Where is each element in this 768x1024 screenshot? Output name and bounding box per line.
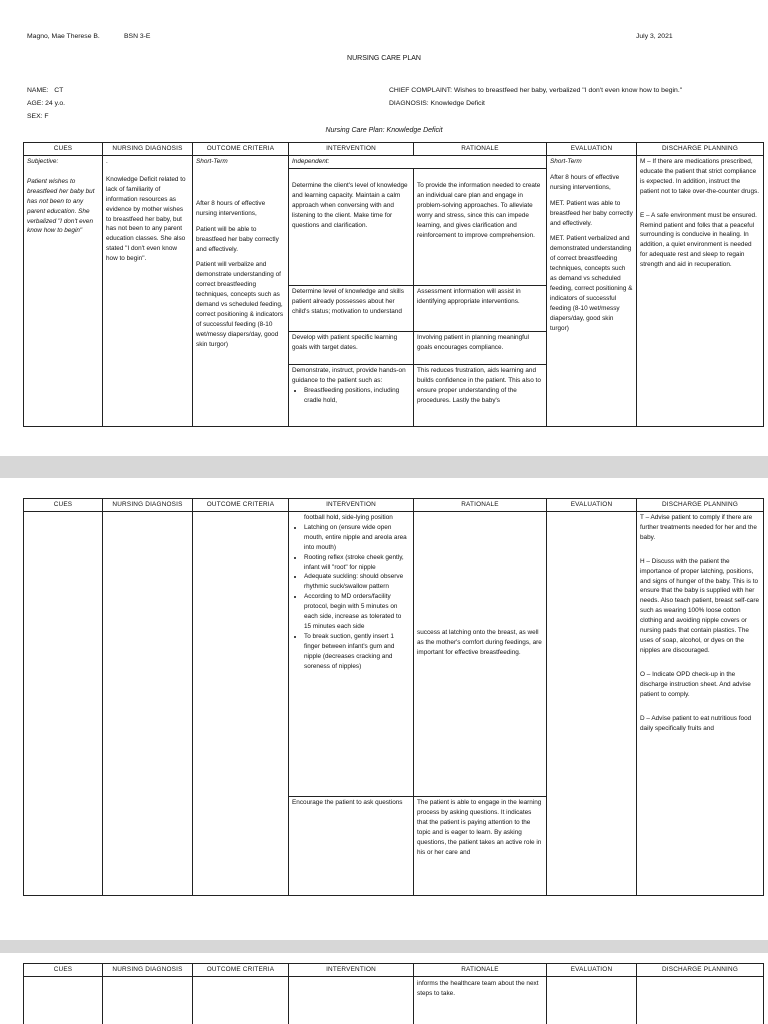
discharge-cell bbox=[637, 511, 764, 895]
plan-title: Nursing Care Plan: Knowledge Deficit bbox=[325, 127, 443, 134]
diagnosis-text: Knowledge Deficit related to lack of familiarity of information resources as evidence by mother wishes to breastfeed her baby, but has not been to any parent education classes. She also stated "I don't even know how to begin". bbox=[106, 175, 186, 263]
intervention-5: Encourage the patient to ask questions bbox=[289, 796, 414, 895]
rationale-3: Involving patient in planning meaningful goals encourages compliance. bbox=[414, 331, 547, 364]
evaluation-text-1: After 8 hours of effective nursing interventions, bbox=[550, 173, 620, 191]
col-rationale: RATIONALE bbox=[414, 143, 547, 156]
outcome-cell bbox=[193, 511, 289, 895]
intervention-bullet: • Adequate suckling: should observe rhythmic suck/swallow pattern bbox=[304, 572, 410, 592]
intervention-bullet: • To break suction, gently insert 1 finger between infant's gum and nipple (decreases cracking and soreness of nipples) bbox=[304, 632, 410, 672]
cues-text: Patient wishes to breastfeed her baby but has not been to any parent education. She verbalized "I don't even know how to begin" bbox=[27, 177, 95, 235]
discharge-d: D – Advise patient to eat nutritious food daily specifically fruits and bbox=[640, 714, 752, 732]
diagnosis-cell bbox=[103, 155, 193, 426]
cues-cell bbox=[24, 155, 103, 426]
rationale-5: The patient is able to engage in the learning process by asking questions. It indicates that the patient is paying attention to the topic and is eager to learn. By asking questions, the patient takes an active role in his or her care and bbox=[414, 796, 547, 895]
intervention-4-continued-text: football hold, side-lying position bbox=[304, 513, 393, 521]
document-title: NURSING CARE PLAN bbox=[347, 55, 421, 62]
col-cues: CUES bbox=[24, 964, 103, 977]
discharge-m: M – If there are medications prescribed, educate the patient that strict compliance is expected. In addition, instruct the patient not to take over-the-counter drugs. bbox=[640, 157, 760, 195]
patient-name: NAME: CT bbox=[27, 87, 64, 94]
care-plan-table-continued-2 bbox=[23, 963, 764, 1024]
col-rationale: RATIONALE bbox=[414, 499, 547, 512]
rationale-5-continued-text: informs the healthcare team about the next steps to take. bbox=[417, 979, 539, 997]
discharge-o: O – Indicate OPD check-up in the discharge instruction sheet. And advise patient to comply. bbox=[640, 670, 751, 698]
table-row bbox=[24, 511, 764, 796]
intervention-4-continued bbox=[289, 511, 414, 796]
col-outcome-criteria: OUTCOME CRITERIA bbox=[193, 143, 289, 156]
col-intervention: INTERVENTION bbox=[289, 143, 414, 156]
table-row bbox=[24, 976, 764, 1024]
intervention-2: Determine level of knowledge and skills patient already possesses about her child's status; motivation to understand bbox=[289, 286, 414, 332]
col-nursing-diagnosis: NURSING DIAGNOSIS bbox=[103, 964, 193, 977]
intervention-1: Determine the client's level of knowledge and learning capacity. Maintain a calm approach when conversing with and listening to the client. Make time for questions and clarification. bbox=[289, 168, 414, 285]
cues-cell bbox=[24, 976, 103, 1024]
document-page-2 bbox=[0, 478, 768, 940]
discharge-cell bbox=[637, 976, 764, 1024]
intervention-bullet: • According to MD orders/facility protocol, begin with 5 minutes on each side, increase as tolerated to 15 minutes each side bbox=[304, 592, 410, 632]
outcome-text-1: After 8 hours of effective nursing interventions, bbox=[196, 199, 266, 217]
patient-sex: SEX: F bbox=[27, 113, 49, 120]
evaluation-cell bbox=[547, 976, 637, 1024]
author-name: Magno, Mae Therese B. bbox=[27, 33, 100, 40]
table-header-row bbox=[24, 143, 764, 156]
rationale-4-continued: success at latching onto the breast, as well as the mother's comfort during feedings, are important for effective breastfeeding. bbox=[414, 511, 547, 796]
discharge-e: E – A safe environment must be ensured. Remind patient and folks that a peaceful surrounding is conducive in healing. In addition, a quiet environment is needed for adequate rest and sleep to regain strength and aid in recuperation. bbox=[640, 211, 757, 269]
care-plan-table-continued bbox=[23, 498, 764, 896]
col-outcome-criteria: OUTCOME CRITERIA bbox=[193, 964, 289, 977]
outcome-text-2: Patient will be able to breastfeed her baby correctly and effectively. bbox=[196, 225, 279, 253]
evaluation-label: Short-Term bbox=[550, 157, 582, 165]
evaluation-cell bbox=[547, 155, 637, 426]
intervention-label: Independent: bbox=[289, 155, 547, 168]
col-nursing-diagnosis: NURSING DIAGNOSIS bbox=[103, 499, 193, 512]
discharge-h: H – Discuss with the patient the importance of proper latching, positions, and signs of hunger of the baby. This is to ensure that the baby is supplied with her needs. Also teach patient, breast self-care such as wearing 100% loose cotton clothing and avoiding nipple covers or nursing pads that contain plastics. The uses of soap, alcohol, or dyes on the nipples are discouraged. bbox=[640, 557, 760, 654]
intervention-4-text: Demonstrate, instruct, provide hands-on guidance to the patient such as: bbox=[292, 367, 406, 385]
intervention-cell bbox=[289, 976, 414, 1024]
care-plan-table bbox=[23, 142, 764, 427]
col-intervention: INTERVENTION bbox=[289, 499, 414, 512]
chief-complaint: CHIEF COMPLAINT: Wishes to breastfeed her baby, verbalized "I don't even know how to begin." bbox=[389, 87, 683, 94]
col-discharge-planning: DISCHARGE PLANNING bbox=[637, 964, 764, 977]
rationale-5-continued bbox=[414, 976, 547, 1024]
intervention-3: Develop with patient specific learning goals with target dates. bbox=[289, 331, 414, 364]
diagnosis-cell bbox=[103, 976, 193, 1024]
evaluation-text-3: MET. Patient verbalized and demonstrated understanding of correct breastfeeding techniques, concepts such as demand vs scheduled feeding, correct positioning & indicators of successful feeding (8-10 wet/messy diapers/day, good skin turgor) bbox=[550, 235, 633, 332]
col-discharge-planning: DISCHARGE PLANNING bbox=[637, 143, 764, 156]
rationale-2: Assessment information will assist in identifying appropriate interventions. bbox=[414, 286, 547, 332]
col-nursing-diagnosis: NURSING DIAGNOSIS bbox=[103, 143, 193, 156]
col-cues: CUES bbox=[24, 143, 103, 156]
col-evaluation: EVALUATION bbox=[547, 143, 637, 156]
table-header-row bbox=[24, 964, 764, 977]
document-date: July 3, 2021 bbox=[636, 33, 673, 40]
document-page-3 bbox=[0, 953, 768, 1024]
evaluation-text-2: MET. Patient was able to breastfeed her baby correctly and effectively. bbox=[550, 199, 633, 227]
intervention-4-bullet: • Breastfeeding positions, including cradle hold, bbox=[304, 386, 410, 406]
patient-age: AGE: 24 y.o. bbox=[27, 100, 66, 107]
table-header-row bbox=[24, 499, 764, 512]
outcome-cell bbox=[193, 976, 289, 1024]
col-outcome-criteria: OUTCOME CRITERIA bbox=[193, 499, 289, 512]
outcome-text-3: Patient will verbalize and demonstrate understanding of correct breastfeeding techniques, concepts such as demand vs scheduled feeding, correct positioning & indicators of successful feeding (8-10 wet/messy diapers/day, good skin turgor) bbox=[196, 261, 284, 348]
outcome-cell bbox=[193, 155, 289, 426]
cues-cell bbox=[24, 511, 103, 895]
table-row bbox=[24, 155, 764, 168]
col-rationale: RATIONALE bbox=[414, 964, 547, 977]
discharge-t: T – Advise patient to comply if there are further treatments needed for her and the baby. bbox=[640, 513, 757, 541]
col-discharge-planning: DISCHARGE PLANNING bbox=[637, 499, 764, 512]
diagnosis-dot: . bbox=[106, 157, 108, 165]
discharge-cell bbox=[637, 155, 764, 426]
diagnosis: DIAGNOSIS: Knowledge Deficit bbox=[389, 100, 485, 107]
rationale-1: To provide the information needed to create an individual care plan and engage in problem-solving approaches. To alleviate worry and stress, since this can impede learning, and gives clarification and reinforcement to improve comprehension. bbox=[414, 168, 547, 285]
intervention-bullet: • Latching on (ensure wide open mouth, entire nipple and areola area into mouth) bbox=[304, 523, 410, 553]
col-intervention: INTERVENTION bbox=[289, 964, 414, 977]
outcome-label: Short-Term bbox=[196, 157, 228, 165]
evaluation-cell bbox=[547, 511, 637, 895]
col-evaluation: EVALUATION bbox=[547, 964, 637, 977]
rationale-4: This reduces frustration, aids learning and builds confidence in the patient. This also to ensure proper understanding of the procedures. Lastly the baby's bbox=[414, 365, 547, 427]
col-cues: CUES bbox=[24, 499, 103, 512]
intervention-bullet: • Rooting reflex (stroke cheek gently, infant will "root" for nipple bbox=[304, 553, 410, 573]
diagnosis-cell bbox=[103, 511, 193, 895]
cues-label: Subjective: bbox=[27, 157, 59, 165]
intervention-4 bbox=[289, 365, 414, 427]
course-section: BSN 3-E bbox=[124, 33, 151, 40]
col-evaluation: EVALUATION bbox=[547, 499, 637, 512]
document-page-1 bbox=[0, 0, 768, 456]
